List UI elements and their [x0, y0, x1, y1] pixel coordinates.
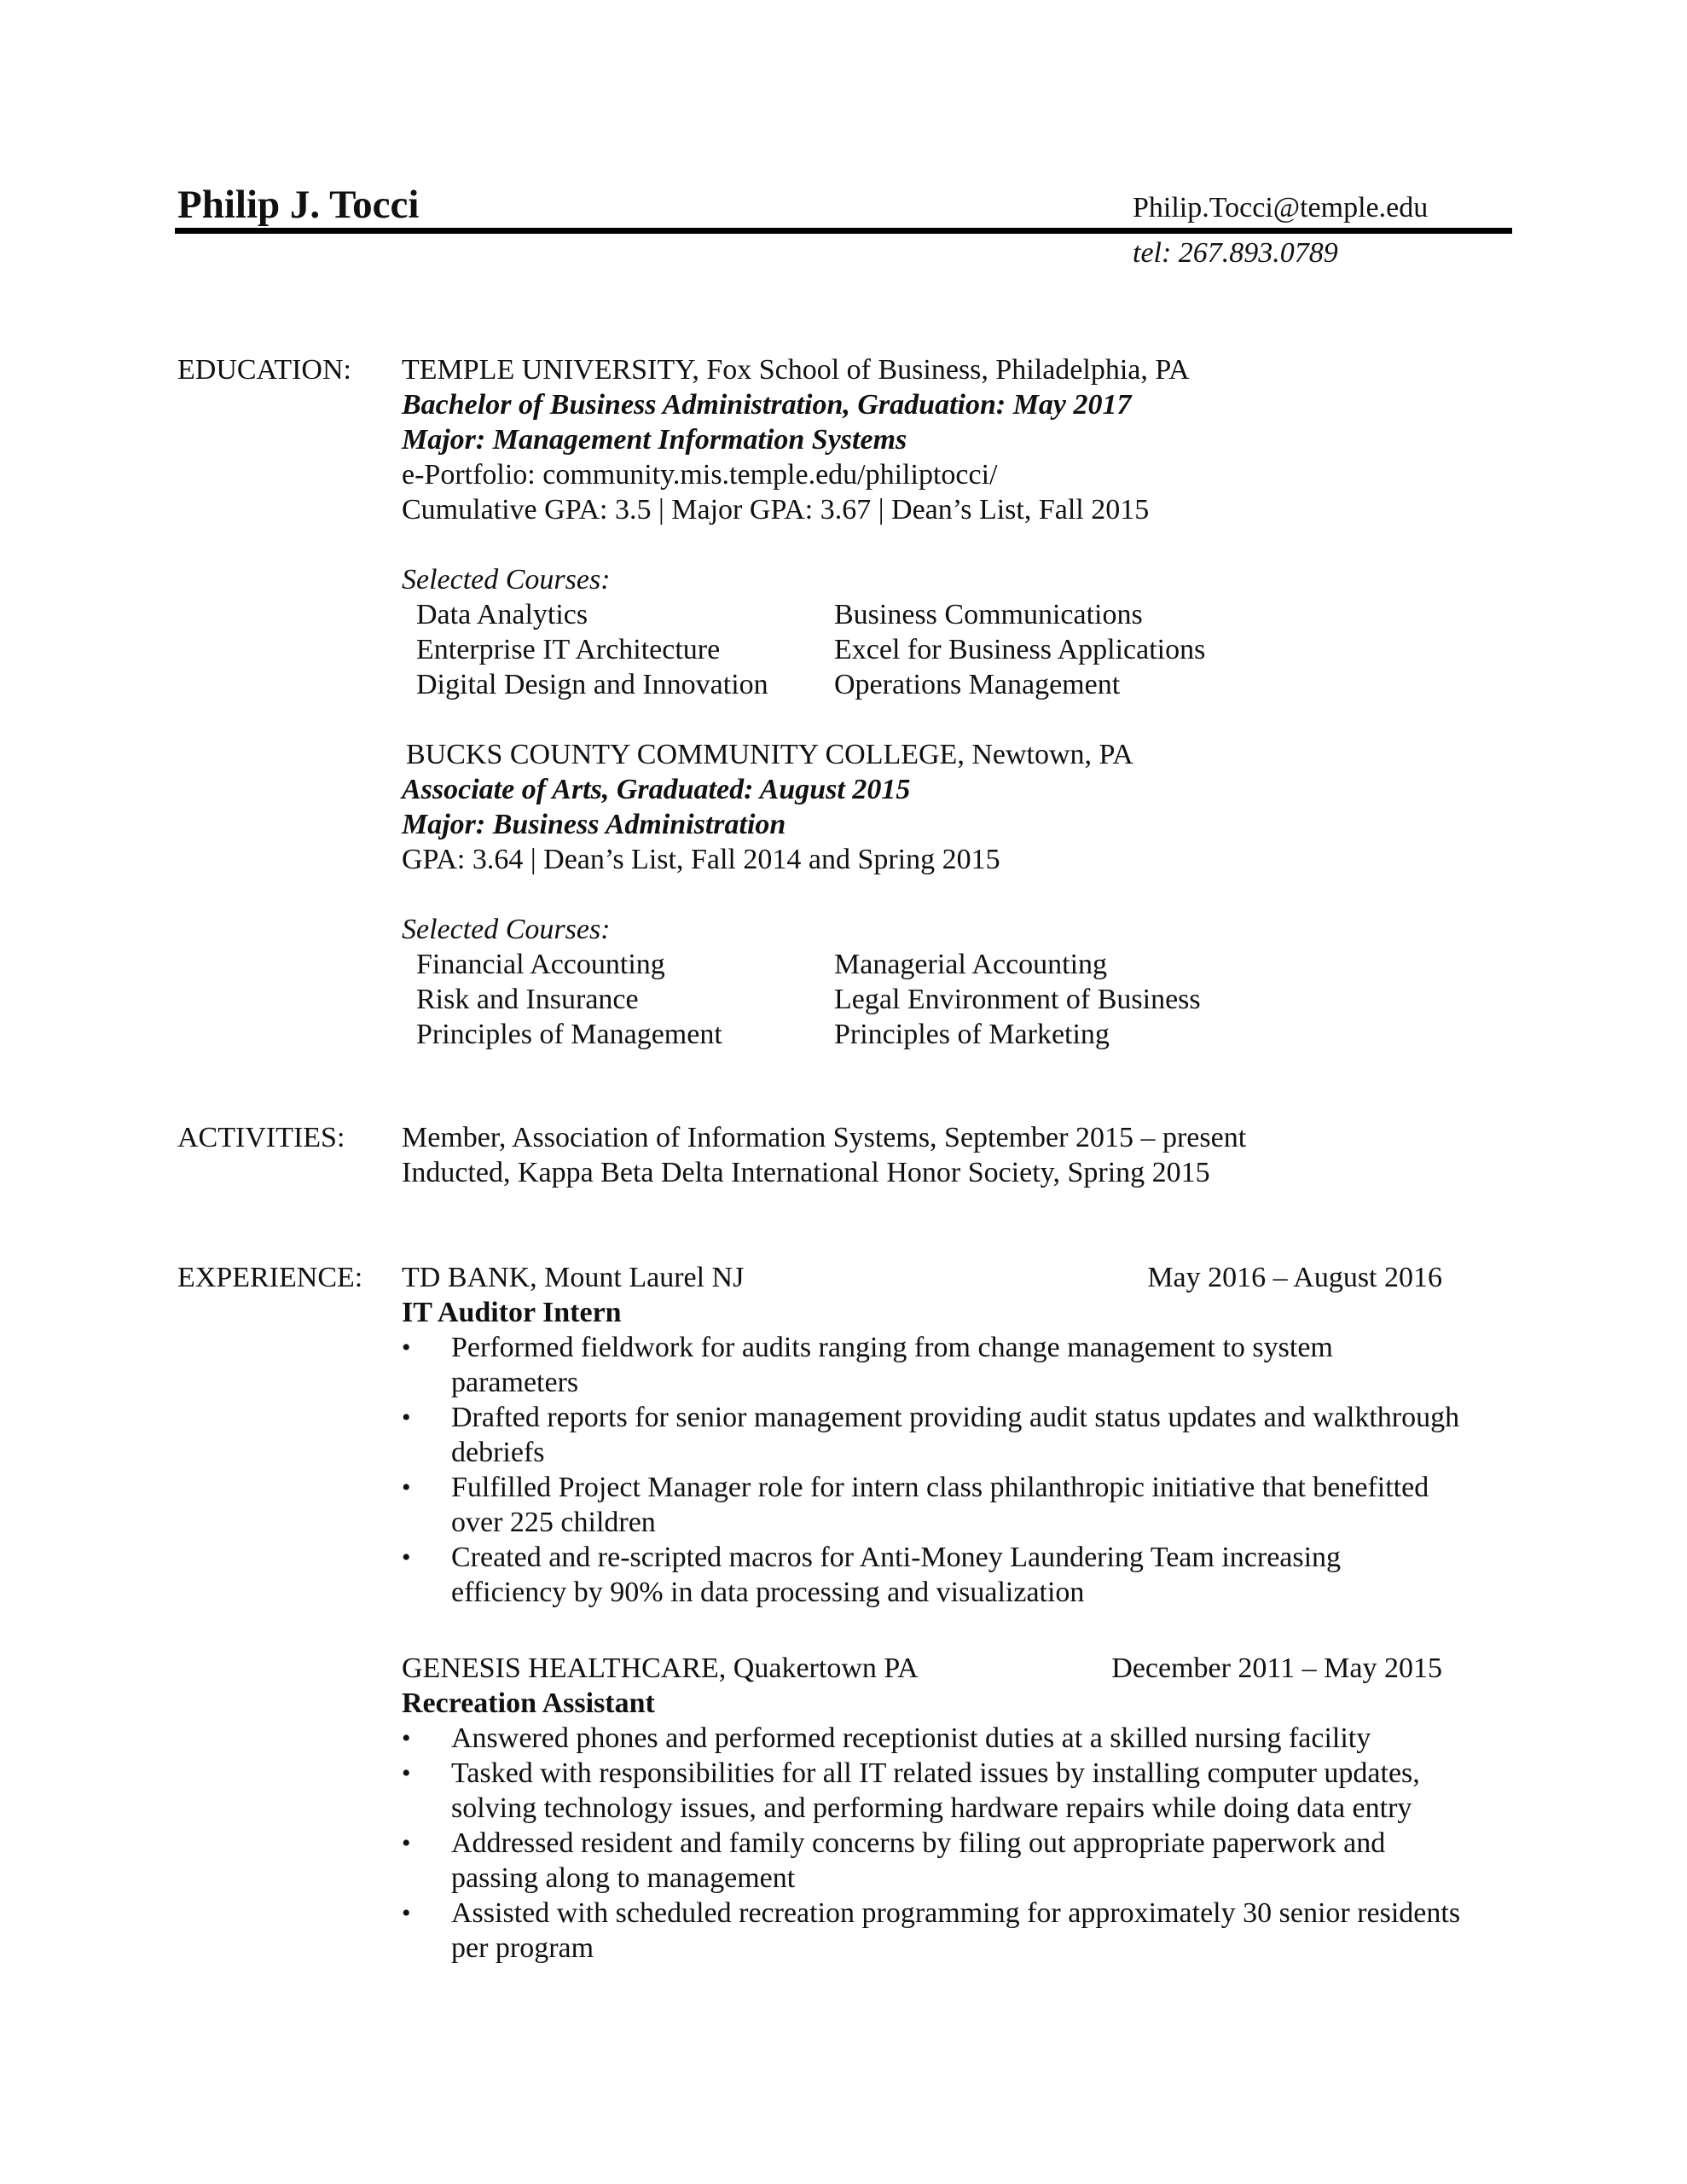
- job-dates: May 2016 – August 2016: [1147, 1262, 1442, 1293]
- course-item: Managerial Accounting: [834, 949, 1108, 980]
- email-address: Philip.Tocci@temple.edu: [1133, 192, 1429, 224]
- institution-name: TEMPLE UNIVERSITY, Fox School of Business, Philadelphia, PA: [402, 354, 1190, 386]
- job-bullet-list: [402, 1721, 1510, 1966]
- courses-label: Selected Courses:: [402, 914, 611, 945]
- job-bullet: • Answered phones and performed receptionist duties at a skilled nursing facility: [402, 1722, 1371, 1754]
- job-entry: [402, 1651, 1510, 1966]
- gpa: GPA: 3.64 | Dean’s List, Fall 2014 and Spring 2015: [402, 844, 1000, 875]
- bullet-marker: •: [402, 1899, 411, 1927]
- course-item: Principles of Management: [416, 1019, 722, 1050]
- activities-label: ACTIVITIES:: [177, 1122, 345, 1153]
- course-item: Data Analytics: [416, 599, 588, 630]
- job-title: Recreation Assistant: [402, 1687, 655, 1719]
- gpa: Cumulative GPA: 3.5 | Major GPA: 3.67 | Dean’s List, Fall 2015: [402, 494, 1150, 526]
- course-column-right: [834, 947, 1201, 1052]
- job-bullet: • Addressed resident and family concerns by filing out appropriate paperwork and passing along to management: [402, 1827, 1386, 1894]
- major: Major: Business Administration: [402, 809, 786, 840]
- bullet-marker: •: [402, 1724, 411, 1752]
- job-entry: [402, 1260, 1510, 1610]
- course-item: Risk and Insurance: [416, 984, 639, 1015]
- institution-name: BUCKS COUNTY COMMUNITY COLLEGE, Newtown, PA: [406, 739, 1133, 770]
- job-bullet: • Fulfilled Project Manager role for intern class philanthropic initiative that benefitted over 225 children: [402, 1472, 1429, 1538]
- course-item: Legal Environment of Business: [834, 984, 1201, 1015]
- header-divider: [175, 228, 1512, 234]
- course-item: Excel for Business Applications: [834, 634, 1206, 665]
- experience-label: EXPERIENCE:: [177, 1262, 363, 1293]
- activity-item: Inducted, Kappa Beta Delta International Honor Society, Spring 2015: [402, 1157, 1210, 1188]
- bullet-marker: •: [402, 1473, 411, 1502]
- course-item: Digital Design and Innovation: [416, 669, 768, 700]
- bullet-marker: •: [402, 1543, 411, 1571]
- education-section: [402, 352, 1510, 1052]
- major: Major: Management Information Systems: [402, 424, 907, 456]
- bullet-marker: •: [402, 1333, 411, 1362]
- course-list: [402, 597, 1510, 702]
- job-bullet-list: [402, 1330, 1510, 1610]
- course-list: [402, 947, 1510, 1052]
- bullet-marker: •: [402, 1829, 411, 1857]
- job-bullet: • Drafted reports for senior management providing audit status updates and walkthrough debriefs: [402, 1402, 1460, 1468]
- telephone: tel: 267.893.0789: [1133, 237, 1338, 269]
- job-header: [402, 1260, 1510, 1295]
- job-title: IT Auditor Intern: [402, 1297, 622, 1328]
- job-header: [402, 1651, 1510, 1686]
- job-dates: December 2011 – May 2015: [1111, 1653, 1442, 1684]
- course-item: Financial Accounting: [416, 949, 665, 980]
- company-name: TD BANK, Mount Laurel NJ: [402, 1262, 745, 1293]
- job-bullet: • Performed fieldwork for audits ranging from change management to system parameters: [402, 1332, 1333, 1398]
- bullet-marker: •: [402, 1759, 411, 1787]
- course-column-right: [834, 597, 1205, 702]
- course-column-left: [416, 597, 768, 702]
- portfolio-link: e-Portfolio: community.mis.temple.edu/philiptocci/: [402, 459, 998, 491]
- applicant-name: Philip J. Tocci: [177, 183, 420, 227]
- courses-label: Selected Courses:: [402, 564, 611, 595]
- company-name: GENESIS HEALTHCARE, Quakertown PA: [402, 1653, 919, 1684]
- job-bullet: • Tasked with responsibilities for all IT related issues by installing computer updates, solving technology issues, and performing hardware repairs while doing data entry: [402, 1757, 1420, 1824]
- course-item: Operations Management: [834, 669, 1121, 700]
- job-bullet: • Assisted with scheduled recreation programming for approximately 30 senior residents per program: [402, 1897, 1461, 1964]
- activities-section: [402, 1120, 1510, 1190]
- bullet-marker: •: [402, 1403, 411, 1432]
- course-item: Principles of Marketing: [834, 1019, 1110, 1050]
- course-item: Enterprise IT Architecture: [416, 634, 721, 665]
- degree: Associate of Arts, Graduated: August 2015: [402, 774, 911, 805]
- course-column-left: [416, 947, 722, 1052]
- degree: Bachelor of Business Administration, Graduation: May 2017: [402, 389, 1132, 421]
- job-bullet: • Created and re-scripted macros for Anti-Money Laundering Team increasing efficiency by 90% in data processing and visualization: [402, 1542, 1342, 1608]
- course-item: Business Communications: [834, 599, 1143, 630]
- activity-item: Member, Association of Information Systems, September 2015 – present: [402, 1122, 1247, 1153]
- education-label: EDUCATION:: [177, 354, 351, 386]
